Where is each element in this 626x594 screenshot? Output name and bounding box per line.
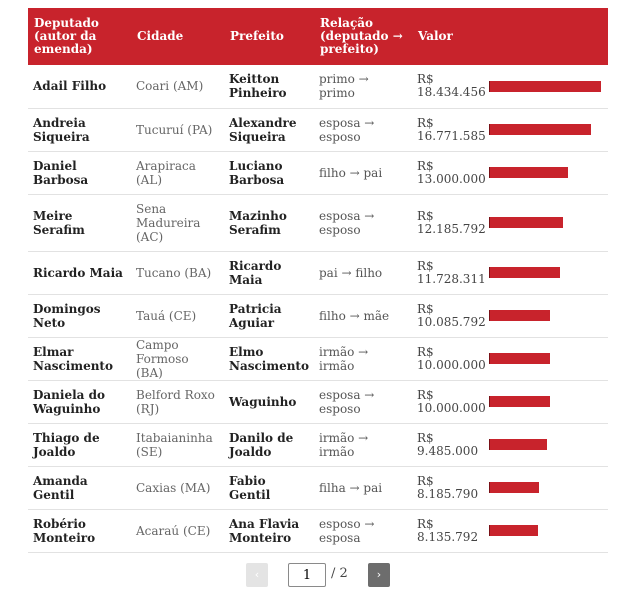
bar-cell bbox=[487, 108, 608, 151]
prefeito-cell: Ana Flavia Monteiro bbox=[224, 509, 314, 552]
value-bar bbox=[489, 124, 591, 135]
valor-cell: R$ 8.185.790 bbox=[412, 466, 487, 509]
value-bar bbox=[489, 267, 560, 278]
deputado-cell: Thiago de Joaldo bbox=[28, 423, 131, 466]
deputado-cell: Domingos Neto bbox=[28, 294, 131, 337]
valor-cell: R$ 10.000.000 bbox=[412, 380, 487, 423]
cidade-cell: Itabaianinha (SE) bbox=[131, 423, 224, 466]
prefeito-cell: Danilo de Joaldo bbox=[224, 423, 314, 466]
relacao-cell: irmão → irmão bbox=[314, 423, 412, 466]
valor-cell: R$ 18.434.456 bbox=[412, 65, 487, 108]
bar-cell bbox=[487, 251, 608, 294]
prefeito-cell: Ricardo Maia bbox=[224, 251, 314, 294]
header-valor[interactable]: Valor bbox=[418, 29, 453, 43]
value-bar-track bbox=[489, 267, 607, 278]
table-row bbox=[28, 380, 608, 423]
deputado-cell: Amanda Gentil bbox=[28, 466, 131, 509]
prefeito-cell: Luciano Barbosa bbox=[224, 151, 314, 194]
table-row bbox=[28, 509, 608, 552]
table-row bbox=[28, 108, 608, 151]
valor-cell: R$ 10.085.792 bbox=[412, 294, 487, 337]
prefeito-cell: Fabio Gentil bbox=[224, 466, 314, 509]
bar-cell bbox=[487, 466, 608, 509]
relacao-cell: filha → pai bbox=[314, 466, 412, 509]
header-deputado[interactable]: Deputado (autor da emenda) bbox=[34, 16, 99, 56]
value-bar-track bbox=[489, 439, 607, 450]
valor-cell: R$ 8.135.792 bbox=[412, 509, 487, 552]
valor-cell: R$ 12.185.792 bbox=[412, 194, 487, 251]
prefeito-cell: Elmo Nascimento bbox=[224, 337, 314, 380]
prefeito-cell: Alexandre Siqueira bbox=[224, 108, 314, 151]
header-relacao[interactable]: Relação (deputado → prefeito) bbox=[320, 16, 403, 56]
value-bar-track bbox=[489, 217, 607, 228]
value-bar bbox=[489, 81, 601, 92]
value-bar-track bbox=[489, 310, 607, 321]
bar-cell bbox=[487, 380, 608, 423]
prefeito-cell: Mazinho Serafim bbox=[224, 194, 314, 251]
table-header-row bbox=[28, 8, 608, 65]
valor-cell: R$ 13.000.000 bbox=[412, 151, 487, 194]
prefeito-cell: Keitton Pinheiro bbox=[224, 65, 314, 108]
table-row bbox=[28, 151, 608, 194]
bar-cell bbox=[487, 194, 608, 251]
table-row bbox=[28, 466, 608, 509]
valor-cell: R$ 10.000.000 bbox=[412, 337, 487, 380]
bar-cell bbox=[487, 337, 608, 380]
valor-cell: R$ 16.771.585 bbox=[412, 108, 487, 151]
header-cidade[interactable]: Cidade bbox=[137, 29, 184, 43]
deputado-cell: Daniela do Waguinho bbox=[28, 380, 131, 423]
relacao-cell: filho → pai bbox=[314, 151, 412, 194]
relacao-cell: esposo → esposa bbox=[314, 509, 412, 552]
value-bar bbox=[489, 439, 547, 450]
header-bar bbox=[487, 8, 608, 65]
value-bar bbox=[489, 217, 563, 228]
relacao-cell: filho → mãe bbox=[314, 294, 412, 337]
table-row bbox=[28, 251, 608, 294]
relacao-cell: primo → primo bbox=[314, 65, 412, 108]
value-bar-track bbox=[489, 167, 607, 178]
emendas-table bbox=[28, 8, 608, 553]
cidade-cell: Tucuruí (PA) bbox=[131, 108, 224, 151]
bar-cell bbox=[487, 65, 608, 108]
value-bar-track bbox=[489, 396, 607, 407]
table-row bbox=[28, 194, 608, 251]
deputado-cell: Meire Serafim bbox=[28, 194, 131, 251]
cidade-cell: Coari (AM) bbox=[131, 65, 224, 108]
value-bar-track bbox=[489, 353, 607, 364]
relacao-cell: esposa → esposo bbox=[314, 380, 412, 423]
cidade-cell: Belford Roxo (RJ) bbox=[131, 380, 224, 423]
deputado-cell: Adail Filho bbox=[28, 65, 131, 108]
deputado-cell: Daniel Barbosa bbox=[28, 151, 131, 194]
value-bar-track bbox=[489, 124, 607, 135]
prefeito-cell: Patricia Aguiar bbox=[224, 294, 314, 337]
table-row bbox=[28, 337, 608, 380]
page-number-input[interactable] bbox=[288, 563, 326, 587]
value-bar bbox=[489, 353, 550, 364]
bar-cell bbox=[487, 423, 608, 466]
value-bar-track bbox=[489, 482, 607, 493]
valor-cell: R$ 11.728.311 bbox=[412, 251, 487, 294]
header-prefeito[interactable]: Prefeito bbox=[230, 29, 284, 43]
cidade-cell: Acaraú (CE) bbox=[131, 509, 224, 552]
cidade-cell: Arapiraca (AL) bbox=[131, 151, 224, 194]
value-bar-track bbox=[489, 525, 607, 536]
deputado-cell: Ricardo Maia bbox=[28, 251, 131, 294]
cidade-cell: Caxias (MA) bbox=[131, 466, 224, 509]
bar-cell bbox=[487, 294, 608, 337]
prefeito-cell: Waguinho bbox=[224, 380, 314, 423]
value-bar bbox=[489, 482, 539, 493]
bar-cell bbox=[487, 509, 608, 552]
value-bar bbox=[489, 167, 568, 178]
chevron-left-icon[interactable]: ‹ bbox=[246, 563, 268, 587]
value-bar-track bbox=[489, 81, 607, 92]
cidade-cell: Tauá (CE) bbox=[131, 294, 224, 337]
cidade-cell: Sena Madureira (AC) bbox=[131, 194, 224, 251]
valor-cell: R$ 9.485.000 bbox=[412, 423, 487, 466]
cidade-cell: Tucano (BA) bbox=[131, 251, 224, 294]
chevron-right-icon[interactable]: › bbox=[368, 563, 390, 587]
relacao-cell: irmão → irmão bbox=[314, 337, 412, 380]
page-total-label: / 2 bbox=[331, 566, 348, 581]
relacao-cell: esposa → esposo bbox=[314, 194, 412, 251]
bar-cell bbox=[487, 151, 608, 194]
pagination bbox=[0, 563, 626, 587]
table-row bbox=[28, 294, 608, 337]
value-bar bbox=[489, 310, 550, 321]
value-bar bbox=[489, 396, 550, 407]
cidade-cell: Campo Formoso (BA) bbox=[131, 337, 224, 380]
table-row bbox=[28, 65, 608, 108]
relacao-cell: esposa → esposo bbox=[314, 108, 412, 151]
deputado-cell: Andreia Siqueira bbox=[28, 108, 131, 151]
emendas-table-container bbox=[28, 8, 608, 553]
relacao-cell: pai → filho bbox=[314, 251, 412, 294]
table-body bbox=[28, 65, 608, 552]
table-row bbox=[28, 423, 608, 466]
value-bar bbox=[489, 525, 538, 536]
deputado-cell: Elmar Nascimento bbox=[28, 337, 131, 380]
deputado-cell: Robério Monteiro bbox=[28, 509, 131, 552]
